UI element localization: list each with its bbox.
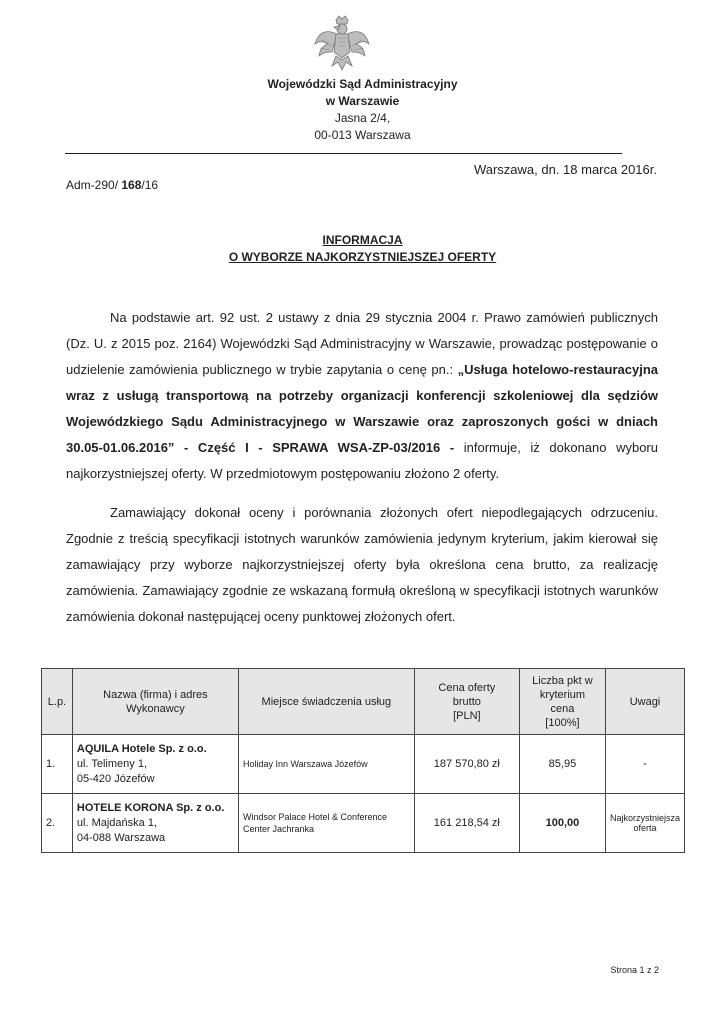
court-postal: 00-013 Warszawa (314, 128, 411, 142)
header-points (519, 669, 605, 735)
row2-address2: 04-088 Warszawa (76, 831, 166, 844)
reference-suffix: /16 (141, 178, 159, 192)
row1-address2: 05-420 Józefów (76, 772, 155, 785)
header-price-line3: [PLN] (453, 709, 481, 722)
offers-table (41, 668, 685, 853)
table-row (42, 735, 685, 794)
title-line2: O WYBORZE NAJKORZYSTNIEJSZEJ OFERTY (228, 250, 497, 264)
header-points-line4: [100%] (545, 716, 580, 729)
header-remarks: Uwagi (605, 669, 684, 735)
court-name-line2: w Warszawie (325, 94, 400, 108)
row1-contractor (72, 735, 238, 794)
header-points-line1: Liczba pkt w (532, 674, 593, 687)
header-price-line1: Cena oferty (438, 681, 496, 694)
header-name (72, 669, 238, 735)
reference-number (66, 178, 158, 192)
polish-eagle-emblem-icon (312, 14, 372, 72)
header-place: Miejsce świadczenia usług (238, 669, 414, 735)
court-name-line1: Wojewódzki Sąd Administracyjny (267, 77, 458, 91)
row2-company: HOTELE KORONA Sp. z o.o. (76, 801, 225, 814)
header-name-line2: Wykonawcy (126, 702, 185, 715)
row1-lp: 1. (42, 735, 73, 794)
row1-address1: ul. Telimeny 1, (76, 757, 147, 770)
paragraph1-subject: „Usługa hotelowo-restauracyjna wraz z usługą transportową na potrzeby organizacji konferencji szkoleniowej dla sędziów Wojewódzkiego Sądu Administracyjnego w Warszawie oraz zaproszonych gości w dniach 30.05-01.06.2016” - Część I - SPRAWA WSA-ZP-03/2016 - (66, 362, 658, 455)
paragraph-legal-basis (66, 305, 658, 487)
header-points-line2: kryterium (539, 688, 586, 701)
header-price-line2: brutto (452, 695, 481, 708)
table-header-row (42, 669, 685, 735)
table-row (42, 794, 685, 853)
row1-place: Holiday Inn Warszawa Józefów (238, 735, 414, 794)
title-line1: INFORMACJA (322, 233, 403, 247)
reference-prefix: Adm-290/ (66, 178, 122, 192)
document-date: Warszawa, dn. 18 marca 2016r. (473, 162, 657, 177)
row2-points: 100,00 (519, 794, 605, 853)
row1-price: 187 570,80 zł (414, 735, 519, 794)
header-divider (65, 153, 622, 154)
header-name-line1: Nazwa (firma) i adres (103, 688, 208, 701)
row2-contractor (72, 794, 238, 853)
court-header (0, 76, 725, 144)
row1-points: 85,95 (519, 735, 605, 794)
row2-price: 161 218,54 zł (414, 794, 519, 853)
reference-bold-number: 168 (121, 178, 142, 192)
page-number: Strona 1 z 2 (610, 965, 659, 975)
document-title (0, 232, 725, 266)
header-lp: L.p. (42, 669, 73, 735)
row1-remarks: - (605, 735, 684, 794)
row2-remarks: Najkorzystniejsza oferta (605, 794, 684, 853)
row2-lp: 2. (42, 794, 73, 853)
paragraph-evaluation: Zamawiający dokonał oceny i porównania złożonych ofert niepodlegających odrzuceniu. Zgodnie z treścią specyfikacji istotnych warunków zamówienia jedynym kryterium, jakim kierował się zamawiający przy wyborze najkorzystniejszej oferty była określona cena brutto, za realizację zamówienia. Zamawiający zgodnie ze wskazaną formułą określoną w specyfikacji istotnych warunków zamówienia dokonał następującej oceny punktowej złożonych ofert. (66, 505, 658, 624)
header-points-line3: cena (550, 702, 575, 715)
row1-company: AQUILA Hotele Sp. z o.o. (76, 742, 207, 755)
court-street: Jasna 2/4, (334, 111, 391, 125)
row2-place: Windsor Palace Hotel & Conference Center Jachranka (238, 794, 414, 853)
row2-address1: ul. Majdańska 1, (76, 816, 157, 829)
paragraph1-part2: informuje, iż dokonano wyboru najkorzystniejszej oferty. W przedmiotowym postępowaniu złożono 2 oferty. (66, 440, 658, 481)
header-price (414, 669, 519, 735)
paragraph1-part1: Na podstawie art. 92 ust. 2 ustawy z dnia 29 stycznia 2004 r. Prawo zamówień publicznych (Dz. U. z 2015 poz. 2164) Wojewódzki Sąd Administracyjny w Warszawie, prowadząc postępowanie o udzielenie zamówienia publicznego w trybie zapytania o cenę pn.: (66, 310, 658, 377)
